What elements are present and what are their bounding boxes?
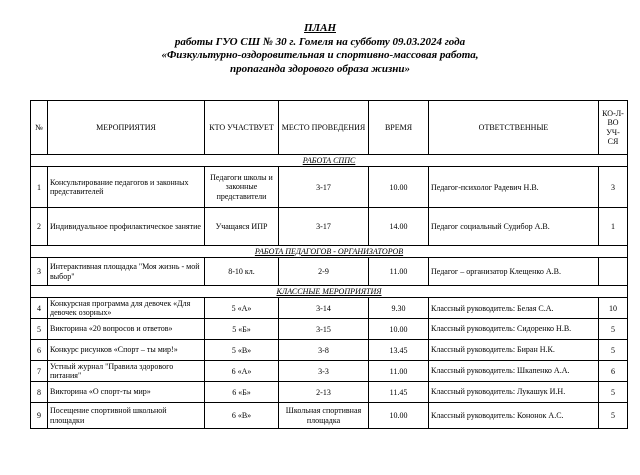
table-row — [31, 382, 628, 403]
plan-table — [30, 100, 628, 429]
table-row — [31, 403, 628, 429]
header-place: МЕСТО ПРОВЕДЕНИЯ — [279, 101, 369, 155]
cell-place: 3-8 — [279, 340, 369, 361]
cell-count: 5 — [599, 403, 628, 429]
cell-count: 5 — [599, 382, 628, 403]
plan-title-line — [0, 22, 640, 36]
cell-place: 3-14 — [279, 298, 369, 319]
cell-who: 5 «А» — [205, 298, 279, 319]
table-row — [31, 208, 628, 246]
header-num: № — [31, 101, 48, 155]
cell-responsible: Классный руководитель: Белая С.А. — [429, 298, 599, 319]
table-header-row — [31, 101, 628, 155]
cell-event: Конкурсная программа для девочек «Для девочек озорных» — [48, 298, 205, 319]
cell-who: 6 «А» — [205, 361, 279, 382]
cell-time: 11.00 — [369, 361, 429, 382]
header-count: КО-Л-ВО УЧ-СЯ — [599, 101, 628, 155]
cell-who: 5 «В» — [205, 340, 279, 361]
cell-time: 10.00 — [369, 403, 429, 429]
cell-place: 3-3 — [279, 361, 369, 382]
plan-theme-line-1: «Физкультурно-оздоровительная и спортивно-массовая работа, — [161, 49, 479, 61]
plan-title: ПЛАН — [304, 22, 336, 34]
cell-event: Викторина «О спорт-ты мир» — [48, 382, 205, 403]
cell-place: Школьная спортивная площадка — [279, 403, 369, 429]
cell-num: 2 — [31, 208, 48, 246]
cell-time: 13.45 — [369, 340, 429, 361]
section-title: РАБОТА СППС — [302, 155, 356, 165]
cell-who: 5 «Б» — [205, 319, 279, 340]
cell-place: 2-13 — [279, 382, 369, 403]
cell-who: Учащаяся ИПР — [205, 208, 279, 246]
table-row — [31, 167, 628, 208]
cell-responsible: Классный руководитель: Кононок А.С. — [429, 403, 599, 429]
table-row — [31, 298, 628, 319]
cell-count: 1 — [599, 208, 628, 246]
cell-time: 11.45 — [369, 382, 429, 403]
cell-num: 1 — [31, 167, 48, 208]
cell-count: 5 — [599, 340, 628, 361]
cell-who: 6 «В» — [205, 403, 279, 429]
cell-who: 8-10 кл. — [205, 258, 279, 286]
cell-place: 3-15 — [279, 319, 369, 340]
plan-subtitle: работы ГУО СШ № 30 г. Гомеля на субботу 09.03.2024 года — [174, 35, 466, 48]
plan-theme-line-2: пропаганда здорового образа жизни» — [230, 62, 410, 75]
cell-time: 9.30 — [369, 298, 429, 319]
cell-event: Интерактивная площадка "Моя жизнь - мой выбор" — [48, 258, 205, 286]
header-responsible: ОТВЕТСТВЕННЫЕ — [429, 101, 599, 155]
cell-count: 6 — [599, 361, 628, 382]
document-page — [0, 22, 640, 475]
cell-num: 9 — [31, 403, 48, 429]
section-row — [31, 155, 628, 167]
cell-count: 3 — [599, 167, 628, 208]
section-title: КЛАССНЫЕ МЕРОПРИЯТИЯ — [276, 286, 382, 296]
cell-place: 3-17 — [279, 167, 369, 208]
cell-time: 10.00 — [369, 167, 429, 208]
cell-place: 3-17 — [279, 208, 369, 246]
cell-who: 6 «Б» — [205, 382, 279, 403]
cell-time: 14.00 — [369, 208, 429, 246]
cell-responsible: Классный руководитель: Шкапенко А.А. — [429, 361, 599, 382]
cell-num: 3 — [31, 258, 48, 286]
cell-event: Конкурс рисунков «Спорт – ты мир!» — [48, 340, 205, 361]
cell-responsible: Педагог социальный Судибор А.В. — [429, 208, 599, 246]
header-who: КТО УЧАСТВУЕТ — [205, 101, 279, 155]
table-row — [31, 340, 628, 361]
cell-num: 6 — [31, 340, 48, 361]
cell-responsible: Классный руководитель: Лукашук И.Н. — [429, 382, 599, 403]
cell-num: 5 — [31, 319, 48, 340]
table-row — [31, 319, 628, 340]
section-title: РАБОТА ПЕДАГОГОВ - ОРГАНИЗАТОРОВ — [254, 246, 404, 256]
cell-event: Индивидуальное профилактическое занятие — [48, 208, 205, 246]
cell-event: Викторина «20 вопросов и ответов» — [48, 319, 205, 340]
cell-responsible: Педагог – организатор Клещенко А.В. — [429, 258, 599, 286]
cell-who: Педагоги школы и законные представители — [205, 167, 279, 208]
section-row — [31, 286, 628, 298]
cell-count — [599, 258, 628, 286]
table-row — [31, 258, 628, 286]
cell-event: Консультирование педагогов и законных представителей — [48, 167, 205, 208]
cell-event: Посещение спортивной школьной площадки — [48, 403, 205, 429]
cell-event: Устный журнал "Правила здорового питания" — [48, 361, 205, 382]
plan-header — [0, 22, 640, 76]
cell-num: 7 — [31, 361, 48, 382]
cell-responsible: Классный руководитель: Сидоренко Н.В. — [429, 319, 599, 340]
cell-time: 11.00 — [369, 258, 429, 286]
cell-place: 2-9 — [279, 258, 369, 286]
header-event: МЕРОПРИЯТИЯ — [48, 101, 205, 155]
cell-time: 10.00 — [369, 319, 429, 340]
cell-count: 5 — [599, 319, 628, 340]
table-row — [31, 361, 628, 382]
cell-responsible: Классный руководитель: Биран Н.К. — [429, 340, 599, 361]
cell-count: 10 — [599, 298, 628, 319]
section-row — [31, 246, 628, 258]
cell-num: 8 — [31, 382, 48, 403]
header-time: ВРЕМЯ — [369, 101, 429, 155]
cell-responsible: Педагог-психолог Радевич Н.В. — [429, 167, 599, 208]
cell-num: 4 — [31, 298, 48, 319]
